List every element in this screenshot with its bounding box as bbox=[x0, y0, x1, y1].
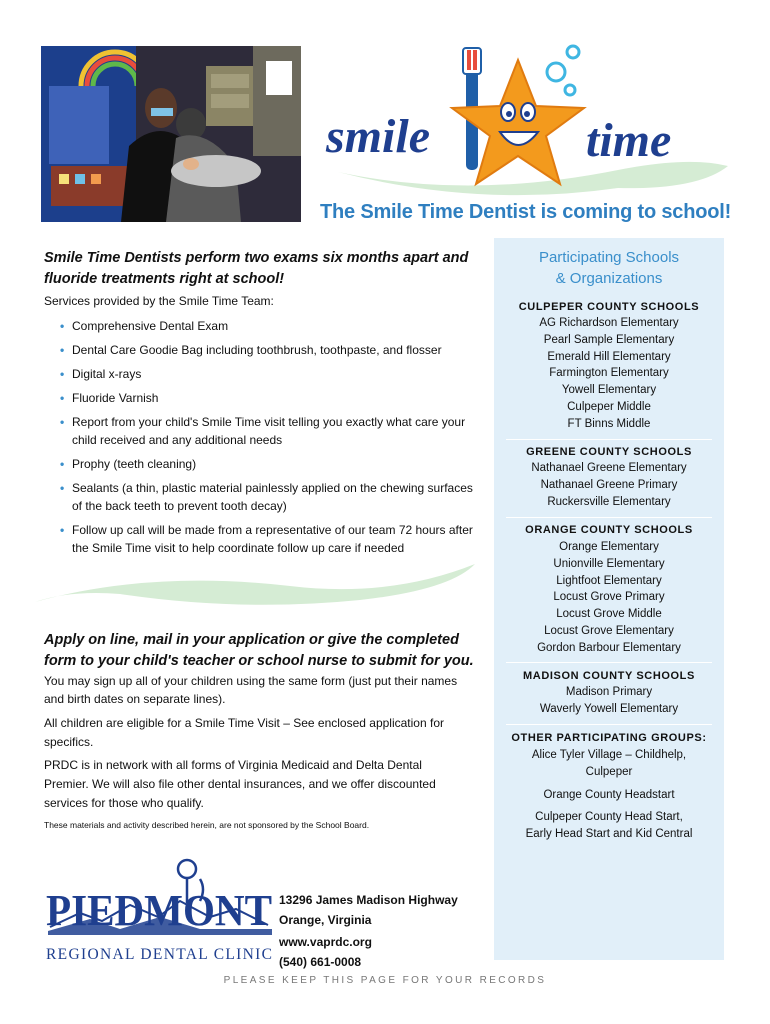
sidebar-title: Participating Schools & Organizations bbox=[538, 249, 680, 287]
clinic-subtitle: REGIONAL DENTAL CLINIC bbox=[46, 946, 272, 963]
list-item: Culpeper County Head Start, bbox=[535, 811, 683, 824]
list-item: Locust Grove Primary bbox=[553, 591, 665, 604]
apply-rest: You may sign up all of your children using the same form (just put their names and birth dates on separate lines). bbox=[44, 674, 458, 706]
service-item: • Follow up call will be made from a representative of our team 72 hours after the Smile Time visit to help coordinate follow up care if needed bbox=[60, 523, 473, 555]
list-item: Culpeper Middle bbox=[567, 400, 651, 413]
apply-paragraph bbox=[44, 630, 474, 708]
group-heading-orange: ORANGE COUNTY SCHOOLS bbox=[525, 524, 693, 536]
bullet-icon: • bbox=[60, 367, 65, 381]
list-item: Madison Primary bbox=[565, 686, 653, 698]
dental-exam-photo bbox=[41, 46, 301, 222]
bullet-icon: • bbox=[60, 319, 65, 333]
list-item: Pearl Sample Elementary bbox=[543, 333, 675, 346]
list-item: FT Binns Middle bbox=[567, 417, 651, 430]
eligibility-paragraph: All children are eligible for a Smile Time Visit – See enclosed application for specifics. bbox=[44, 716, 444, 749]
services-list bbox=[44, 317, 474, 563]
list-item: Unionville Elementary bbox=[553, 557, 665, 570]
address-line-2: Orange, Virginia bbox=[279, 913, 372, 927]
list-item: Locust Grove Middle bbox=[556, 608, 662, 621]
service-item: • Comprehensive Dental Exam bbox=[60, 319, 229, 333]
lead-heading: Smile Time Dentists perform two exams six months apart and fluoride treatments right at school! bbox=[44, 250, 469, 287]
divider bbox=[506, 517, 712, 518]
disclaimer: These materials and activity described herein, are not sponsored by the School Board. bbox=[44, 820, 370, 830]
smile-time-logo bbox=[318, 40, 738, 205]
service-item: • Sealants (a thin, plastic material painlessly applied on the chewing surfaces of the back teeth to prevent tooth decay) bbox=[60, 481, 473, 513]
address-line-1: 13296 James Madison Highway bbox=[279, 893, 458, 907]
group-heading-other: OTHER PARTICIPATING GROUPS: bbox=[511, 732, 707, 744]
list-item: Waverly Yowell Elementary bbox=[539, 702, 679, 715]
service-item: • Fluoride Varnish bbox=[60, 391, 159, 405]
clinic-name: PIEDMONT bbox=[46, 886, 272, 935]
service-item: • Dental Care Goodie Bag including toothbrush, toothpaste, and flosser bbox=[60, 343, 442, 357]
footer-note: PLEASE KEEP THIS PAGE FOR YOUR RECORDS bbox=[223, 975, 547, 986]
service-item: • Digital x-rays bbox=[60, 367, 142, 381]
list-item: Alice Tyler Village – Childhelp, bbox=[531, 749, 687, 761]
group-heading-greene: GREENE COUNTY SCHOOLS bbox=[526, 446, 692, 458]
list-item: Farmington Elementary bbox=[549, 367, 669, 380]
bullet-icon: • bbox=[60, 415, 65, 429]
list-item: Early Head Start and Kid Central bbox=[525, 828, 693, 841]
group-list-other bbox=[494, 747, 724, 843]
group-heading-culpeper: CULPEPER COUNTY SCHOOLS bbox=[518, 301, 700, 313]
bubble-icon bbox=[547, 63, 565, 81]
service-item: • Prophy (teeth cleaning) bbox=[60, 457, 197, 471]
logo-word-smile: smile bbox=[326, 110, 430, 163]
list-item: Nathanael Greene Elementary bbox=[531, 462, 687, 474]
bullet-icon: • bbox=[60, 343, 65, 357]
divider bbox=[506, 724, 712, 725]
divider bbox=[506, 662, 712, 663]
service-item: • Report from your child's Smile Time visit telling you exactly what care your child received and any additional needs bbox=[60, 415, 466, 447]
group-list-madison bbox=[494, 684, 724, 718]
bullet-icon: • bbox=[60, 457, 65, 471]
list-item: Lightfoot Elementary bbox=[556, 574, 662, 587]
phone-number: (540) 661-0008 bbox=[279, 955, 362, 969]
list-item: Ruckersville Elementary bbox=[547, 495, 671, 508]
apply-emphasis: Apply on line, mail in your application or give the completed form to your child's teacher or school nurse to submit for you. bbox=[44, 632, 474, 669]
divider bbox=[506, 439, 712, 440]
list-item: Locust Grove Elementary bbox=[544, 624, 674, 637]
participating-schools-panel bbox=[494, 238, 724, 960]
list-item: Culpeper bbox=[585, 765, 633, 778]
list-item: Gordon Barbour Elementary bbox=[537, 641, 681, 654]
bullet-icon: • bbox=[60, 481, 65, 495]
list-item: Orange County Headstart bbox=[543, 788, 675, 801]
green-swoosh-icon bbox=[30, 560, 480, 615]
group-list-culpeper bbox=[494, 315, 724, 433]
website-link[interactable]: www.vaprdc.org bbox=[279, 935, 372, 949]
bullet-icon: • bbox=[60, 523, 65, 537]
list-item: Yowell Elementary bbox=[561, 384, 657, 397]
logo-word-time: time bbox=[586, 114, 672, 167]
list-item: Orange Elementary bbox=[559, 541, 659, 553]
list-item: Emerald Hill Elementary bbox=[547, 350, 671, 363]
group-heading-madison: MADISON COUNTY SCHOOLS bbox=[523, 670, 695, 682]
group-list-greene bbox=[494, 460, 724, 510]
list-item: Nathanael Greene Primary bbox=[540, 478, 678, 491]
tagline: The Smile Time Dentist is coming to school! bbox=[320, 201, 732, 223]
network-paragraph: PRDC is in network with all forms of Virginia Medicaid and Delta Dental Premier. We will also file other dental insurances, and we offer discounted services for those who qualify. bbox=[44, 758, 436, 810]
bullet-icon: • bbox=[60, 391, 65, 405]
clinic-contact bbox=[279, 890, 458, 972]
services-intro: Services provided by the Smile Time Team: bbox=[44, 294, 274, 308]
piedmont-logo bbox=[40, 855, 280, 975]
list-item: AG Richardson Elementary bbox=[539, 317, 679, 329]
group-list-orange bbox=[494, 539, 724, 657]
